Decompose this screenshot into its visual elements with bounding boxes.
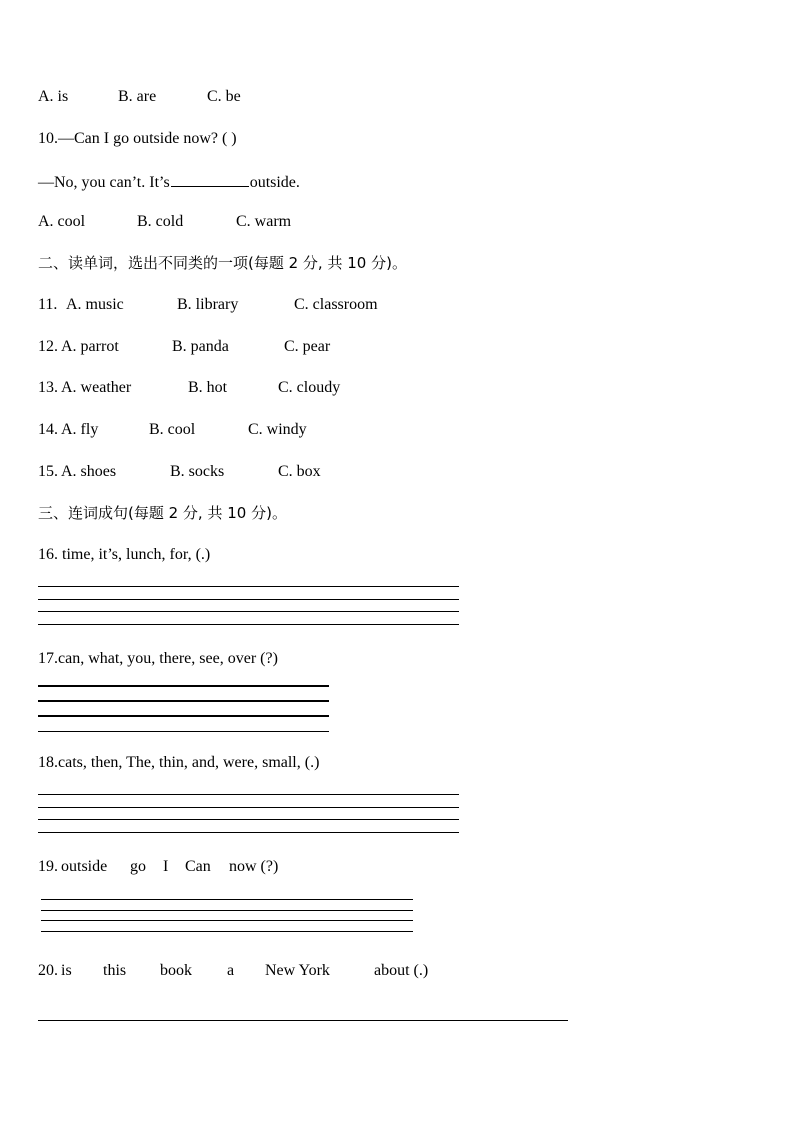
- q10-option-c[interactable]: C. warm: [236, 213, 292, 230]
- q10-question: 10.—Can I go outside now? ( ): [38, 130, 237, 147]
- q13-option-c[interactable]: C. cloudy: [278, 379, 341, 396]
- q19-word: go: [130, 858, 146, 875]
- writing-line: [38, 794, 459, 795]
- q19-word: I: [163, 858, 169, 875]
- q14-option-b[interactable]: B. cool: [149, 421, 196, 438]
- q10-answer-prefix: —No, you can’t. It’s: [38, 174, 170, 191]
- q12-option-c[interactable]: C. pear: [284, 338, 331, 355]
- q20-number: 20.: [38, 962, 58, 979]
- q18-prompt: 18.cats, then, The, thin, and, were, small, (.): [38, 754, 320, 771]
- q13-option-b[interactable]: B. hot: [188, 379, 228, 396]
- writing-line: [38, 832, 459, 833]
- q20-word: a: [227, 962, 235, 979]
- writing-line: [38, 624, 459, 625]
- writing-line: [38, 685, 329, 687]
- q12-option-a[interactable]: A. parrot: [61, 338, 119, 355]
- writing-line: [38, 700, 329, 702]
- q9-option-c[interactable]: C. be: [207, 88, 241, 105]
- q19-number: 19.: [38, 858, 58, 875]
- q14-number: 14.: [38, 421, 58, 438]
- q12-option-b[interactable]: B. panda: [172, 338, 229, 355]
- q15-option-a[interactable]: A. shoes: [61, 463, 117, 480]
- section3-heading: 三、连词成句(每题 2 分, 共 10 分)。: [38, 504, 287, 522]
- writing-line: [38, 611, 459, 612]
- writing-line: [38, 819, 459, 820]
- q9-option-a[interactable]: A. is: [38, 88, 69, 105]
- q17-prompt: 17.can, what, you, there, see, over (?): [38, 650, 278, 667]
- writing-line: [38, 731, 329, 732]
- q13-option-a[interactable]: A. weather: [61, 379, 132, 396]
- q14-option-c[interactable]: C. windy: [248, 421, 307, 438]
- q14-option-a[interactable]: A. fly: [61, 421, 99, 438]
- q10-blank[interactable]: [171, 170, 249, 187]
- q11-option-c[interactable]: C. classroom: [294, 296, 378, 313]
- q11-option-b[interactable]: B. library: [177, 296, 239, 313]
- q19-word: Can: [185, 858, 211, 875]
- writing-line: [41, 920, 413, 921]
- q16-prompt: 16. time, it’s, lunch, for, (.): [38, 546, 211, 563]
- q15-option-c[interactable]: C. box: [278, 463, 321, 480]
- writing-line: [38, 599, 459, 600]
- q20-word: is: [61, 962, 72, 979]
- q20-word: about (.): [374, 962, 429, 979]
- q10-answer-line: [38, 170, 300, 193]
- q20-word: this: [103, 962, 127, 979]
- writing-line: [41, 931, 413, 932]
- q15-number: 15.: [38, 463, 58, 480]
- q11-number: 11.: [38, 296, 58, 313]
- q10-option-b[interactable]: B. cold: [137, 213, 184, 230]
- writing-line: [41, 910, 413, 911]
- q15-option-b[interactable]: B. socks: [170, 463, 225, 480]
- q19-word: now (?): [229, 858, 279, 875]
- q11-option-a[interactable]: A. music: [66, 296, 124, 313]
- writing-line: [38, 807, 459, 808]
- writing-line: [38, 1020, 568, 1021]
- q10-option-a[interactable]: A. cool: [38, 213, 86, 230]
- q20-word: New York: [265, 962, 330, 979]
- q20-word: book: [160, 962, 192, 979]
- q19-word: outside: [61, 858, 108, 875]
- q12-number: 12.: [38, 338, 58, 355]
- q9-option-b[interactable]: B. are: [118, 88, 157, 105]
- q10-answer-suffix: outside.: [249, 174, 300, 191]
- writing-line: [41, 899, 413, 900]
- writing-line: [38, 715, 329, 717]
- section2-heading: 二、读单词，选出不同类的一项(每题 2 分, 共 10 分)。: [38, 254, 407, 272]
- q13-number: 13.: [38, 379, 58, 396]
- writing-line: [38, 586, 459, 587]
